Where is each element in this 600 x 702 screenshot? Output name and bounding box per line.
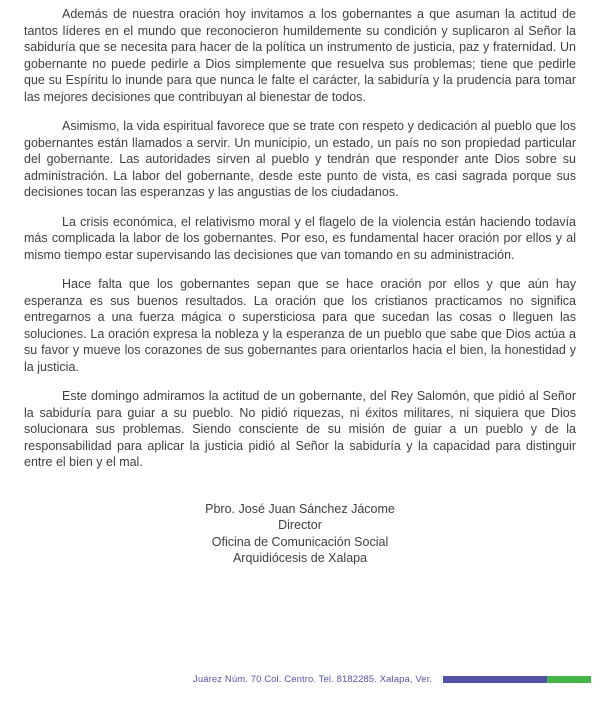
signature-name: Pbro. José Juan Sánchez Jácome (205, 501, 395, 516)
signature-block (24, 501, 576, 567)
footer-brand-bar (443, 676, 591, 683)
footer-address: Juárez Núm. 70 Col. Centro. Tel. 8182285. Xalapa, Ver. (193, 674, 433, 685)
footer-bar-green-segment (547, 676, 591, 683)
document-body (24, 6, 576, 567)
body-paragraph: Asimismo, la vida espiritual favorece que se trate con respeto y dedicación al pueblo que los gobernantes están llamados a servir. Un municipio, un estado, un país no son propiedad particular del gobernante. Las autoridades sirven al pueblo y tendrán que responder ante Dios sobre su administración. La labor del gobernante, desde este punto de vista, es casi sagrada porque sus decisiones tocan las esperanzas y las angustias de los ciudadanos. (24, 119, 576, 199)
page-footer (0, 671, 600, 689)
signature-organization: Arquidiócesis de Xalapa (232, 551, 368, 565)
body-paragraph: Además de nuestra oración hoy invitamos a los gobernantes a que asuman la actitud de tantos líderes en el mundo que reconocieron humildemente su condición y suplicaron al Señor la sabiduría que se necesita para hacer de la política un instrumento de justicia, paz y fraternidad. Un gobernante no puede pedirle a Dios simplemente que resuelva sus problemas; tiene que pedirle que su Espíritu lo inunde para que nunca le falte el carácter, la sabiduría y la prudencia para tomar las mejores decisiones que contribuyan al bienestar de todos. (24, 7, 576, 104)
footer-bar-purple-segment (443, 676, 547, 683)
signature-title: Director (278, 518, 322, 532)
body-paragraph: La crisis económica, el relativismo moral y el flagelo de la violencia están haciendo todavía más complicada la labor de los gobernantes. Por eso, es fundamental hacer oración por ellos y al mismo tiempo estar supervisando las decisiones que van tomando en su administración. (24, 214, 576, 262)
signature-office: Oficina de Comunicación Social (211, 534, 389, 549)
body-paragraph: Hace falta que los gobernantes sepan que se hace oración por ellos y que aún hay esperanza es sus buenos resultados. La oración que los cristianos practicamos no significa entregarnos a una fuerza mágica o supersticiosa para que sucedan las cosas o lleguen las soluciones. La oración expresa la nobleza y la esperanza de un pueblo que sabe que Dios actúa a su favor y mueve los corazones de sus gobernantes para orientarlos hacia el bien, la honestidad y la justicia. (24, 277, 576, 374)
body-paragraph: Este domingo admiramos la actitud de un gobernante, del Rey Salomón, que pidió al Señor la sabiduría para guiar a su pueblo. No pidió riquezas, ni éxitos militares, ni siquiera que Dios solucionara sus problemas. Siendo consciente de su misión de guiar a un pueblo y de la responsabilidad para aplicar la justicia pidió al Señor la sabiduría y la capacidad para distinguir entre el bien y el mal. (24, 389, 576, 469)
